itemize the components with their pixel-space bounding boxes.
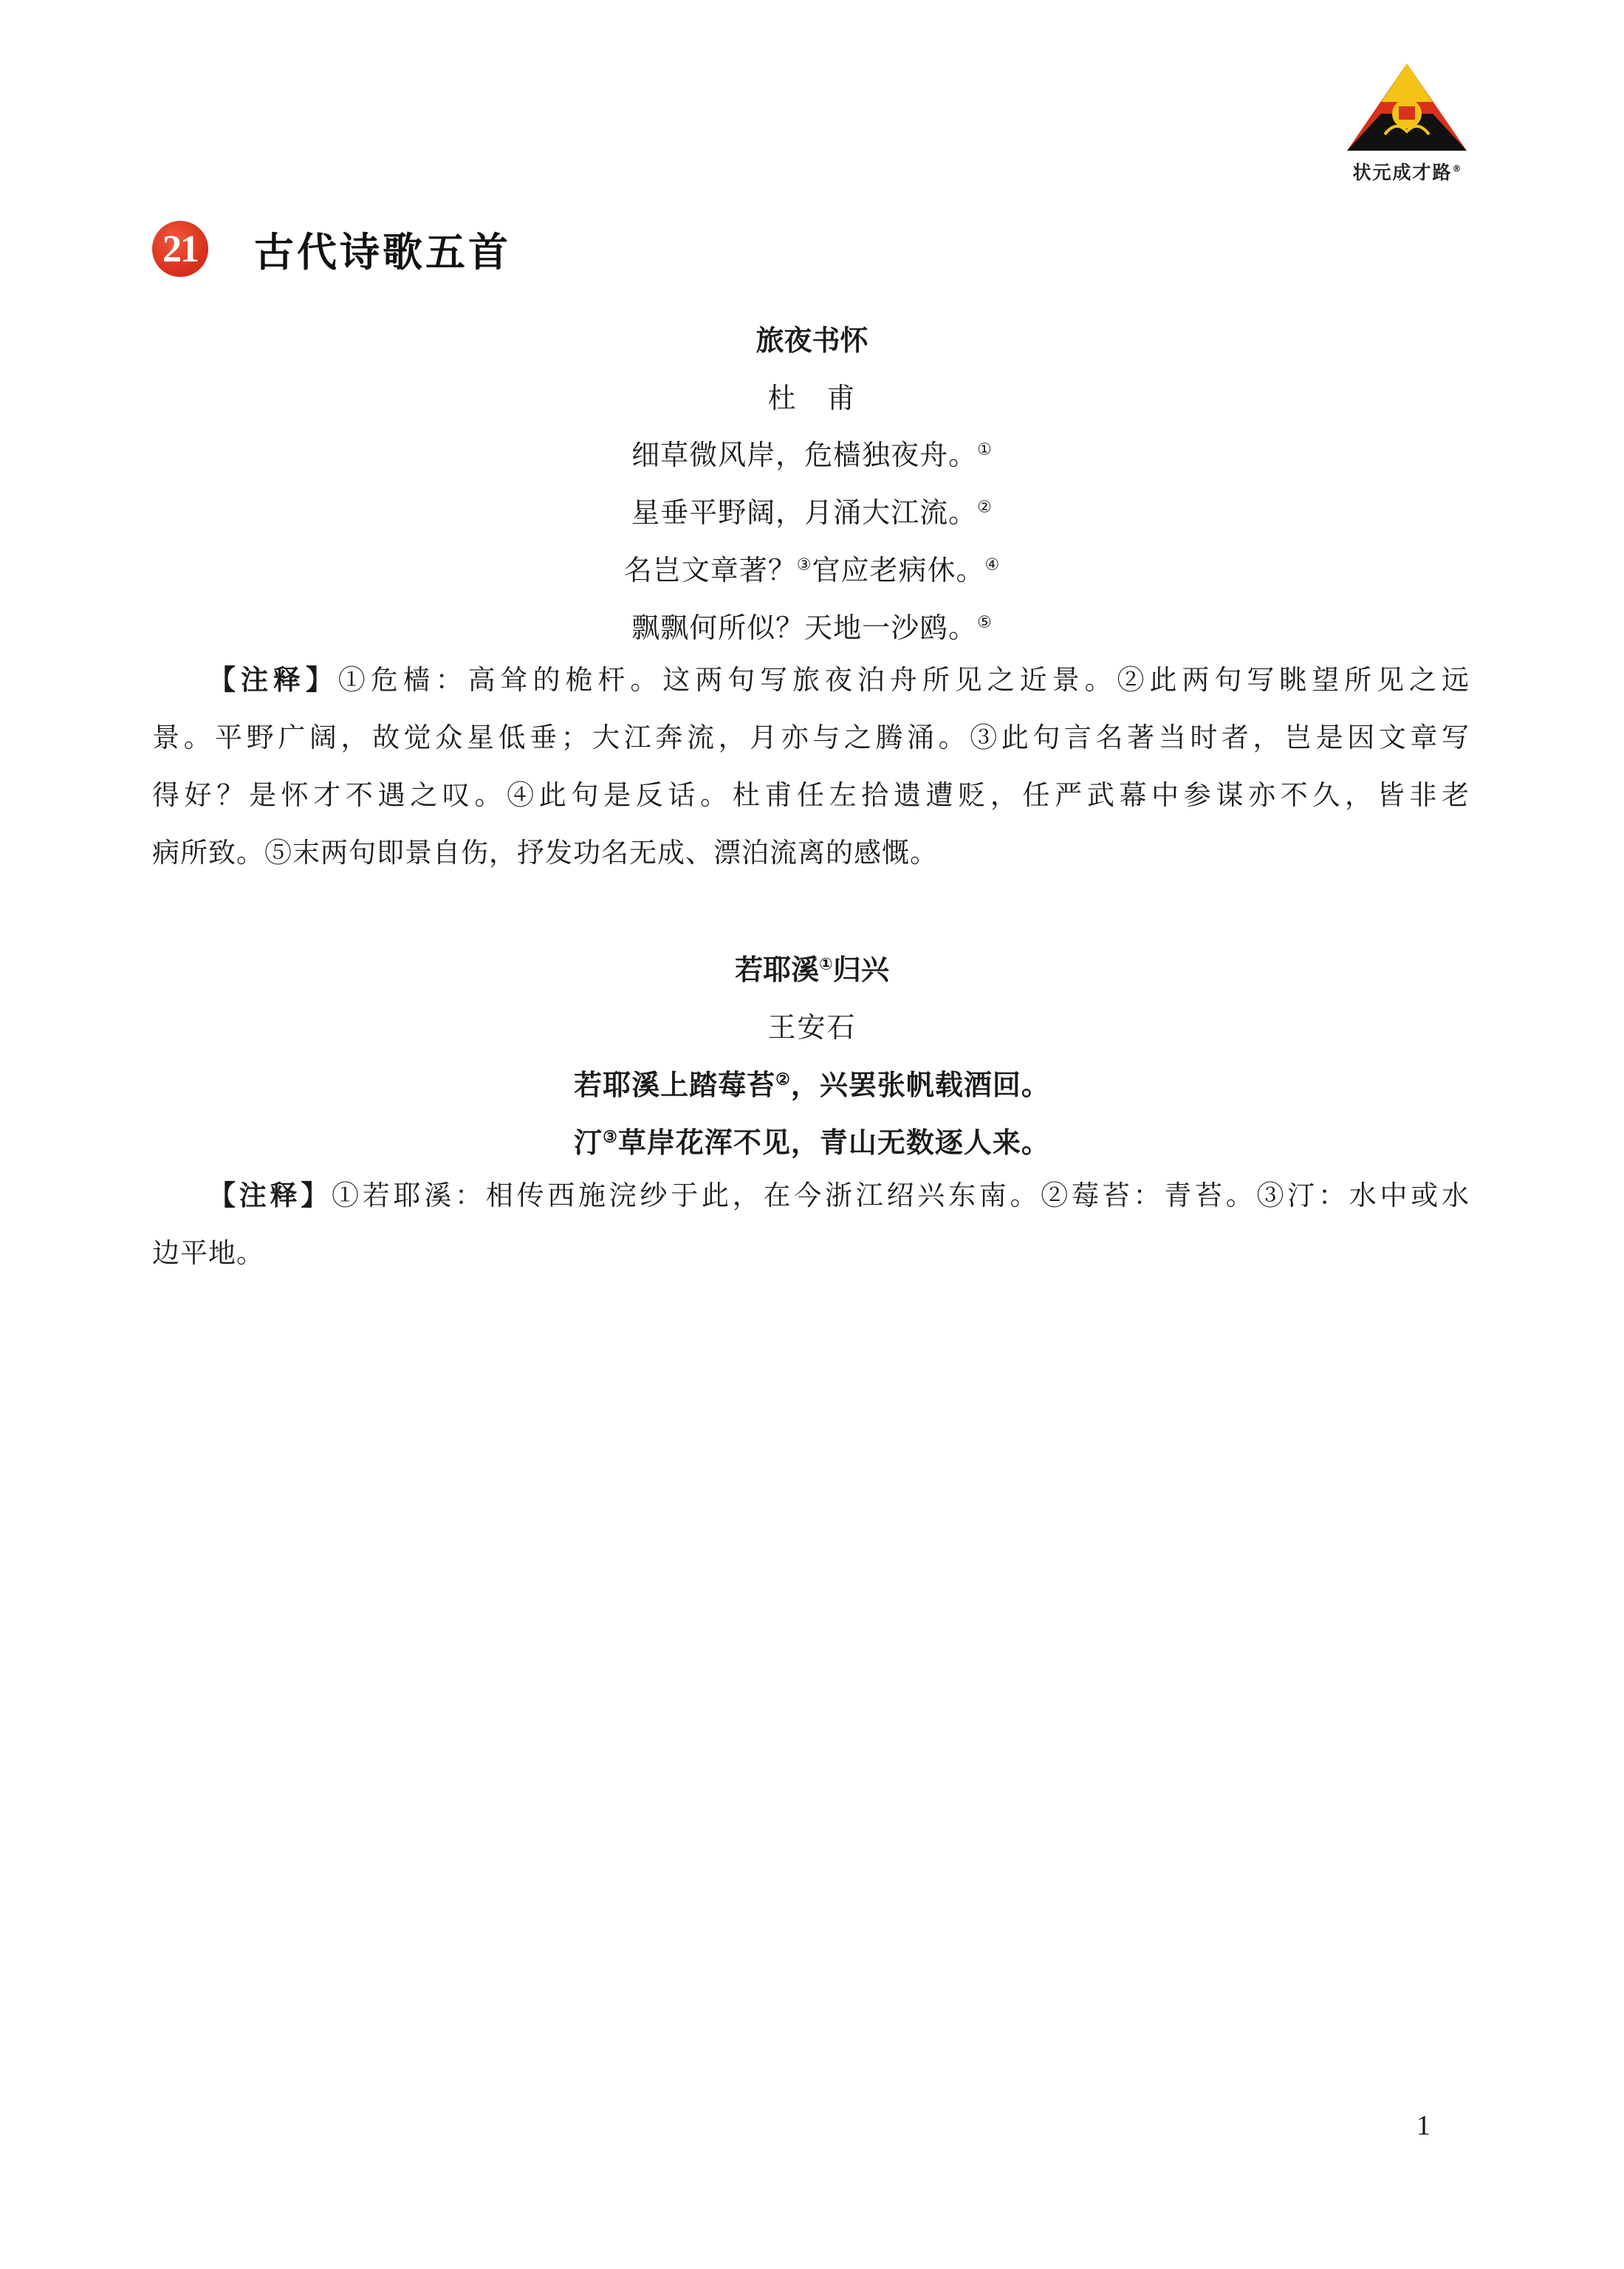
logo-text: 状元成才路® (1352, 162, 1462, 183)
note-label: 【注释】 (208, 1180, 332, 1211)
poem1-note-line-3: 得好？是怀才不遇之叹。④此句是反话。杜甫任左拾遗遭贬，任严武幕中参谋亦不久，皆非老 (152, 779, 1470, 811)
poem1-annotation (152, 651, 1470, 882)
page-number: 1 (1416, 2110, 1431, 2141)
poem1-line-1: 细草微风岸，危樯独夜舟。① (631, 439, 993, 471)
chapter-heading (152, 216, 511, 282)
chapter-title: 古代诗歌五首 (254, 227, 511, 276)
poem2-line-1: 若耶溪上踏莓苔②，兴罢张帆载酒回。 (574, 1068, 1050, 1101)
note-label: 【注释】 (208, 664, 338, 696)
poem2-annotation (152, 1167, 1470, 1282)
poem1-note-line-1: 【注释】①危樯：高耸的桅杆。这两句写旅夜泊舟所见之近景。②此两句写眺望所见之远 (208, 664, 1470, 696)
poem2-title: 若耶溪①归兴 (735, 954, 889, 986)
poem2-line-2: 汀③草岸花浑不见，青山无数逐人来。 (574, 1126, 1050, 1159)
poem1-author: 杜 甫 (767, 382, 857, 414)
triangle-crest-icon (1344, 61, 1470, 164)
publisher-logo (1344, 61, 1470, 186)
chapter-number-badge: 21 (152, 221, 208, 277)
poem1-line-4: 飘飘何所似？天地一沙鸥。⑤ (631, 612, 993, 644)
poem1-title: 旅夜书怀 (756, 324, 868, 357)
poem1-note-line-2: 景。平野广阔，故觉众星低垂；大江奔流，月亦与之腾涌。③此句言名著当时者，岂是因文章写 (152, 722, 1470, 753)
poem2-note-line-1: 【注释】①若耶溪：相传西施浣纱于此，在今浙江绍兴东南。②莓苔：青苔。③汀：水中或水 (208, 1180, 1470, 1211)
poem1-line-3: 名岂文章著？③官应老病休。④ (623, 554, 1001, 586)
poem2-author: 王安石 (767, 1011, 857, 1044)
poem1-note-line-4: 病所致。⑤末两句即景自伤，抒发功名无成、漂泊流离的感慨。 (152, 837, 938, 869)
poem2-note-line-2: 边平地。 (152, 1237, 264, 1269)
poem1-line-2: 星垂平野阔，月涌大江流。② (631, 496, 993, 529)
